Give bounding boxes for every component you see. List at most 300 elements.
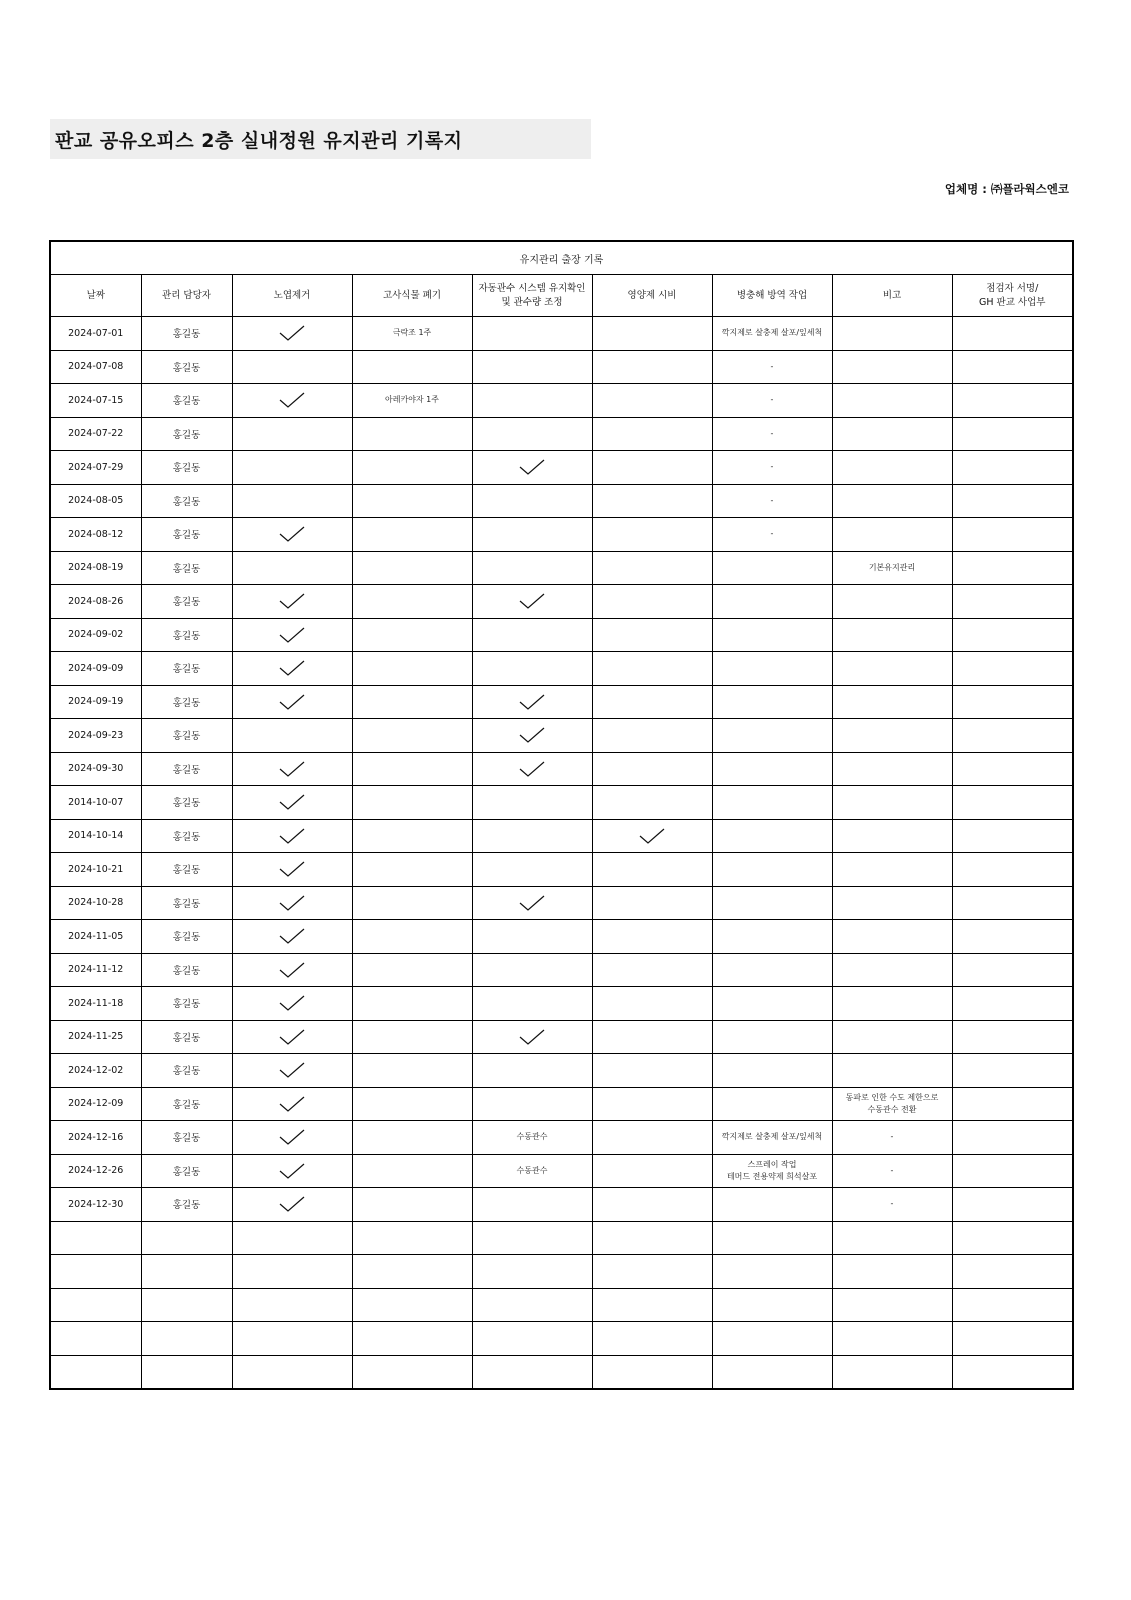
cell-dead-plant: 아레카야자 1주 xyxy=(352,384,472,418)
table-row xyxy=(50,1255,1073,1289)
cell-manager: 홍길동 xyxy=(141,384,232,418)
table-row xyxy=(50,451,1073,485)
cell-dead-plant xyxy=(352,652,472,686)
cell-manager: 홍길동 xyxy=(141,853,232,887)
cell-fertilizer xyxy=(592,1288,712,1322)
cell-dead-plant xyxy=(352,987,472,1021)
cell-note: - xyxy=(832,1154,952,1188)
table-row xyxy=(50,920,1073,954)
cell-fertilizer xyxy=(592,451,712,485)
cell-signature xyxy=(952,1355,1073,1389)
cell-leaf-removal xyxy=(232,1322,352,1356)
table-row xyxy=(50,752,1073,786)
table-row xyxy=(50,1054,1073,1088)
cell-leaf-removal xyxy=(232,953,352,987)
cell-date: 2024-09-30 xyxy=(50,752,141,786)
table-row xyxy=(50,987,1073,1021)
cell-pest-control: - xyxy=(712,451,832,485)
cell-fertilizer xyxy=(592,1355,712,1389)
cell-note xyxy=(832,853,952,887)
cell-fertilizer xyxy=(592,886,712,920)
checkmark-icon xyxy=(278,993,306,1013)
cell-note xyxy=(832,1221,952,1255)
cell-irrigation xyxy=(472,685,592,719)
header-fertilizer: 영양제 시비 xyxy=(592,275,712,317)
cell-irrigation xyxy=(472,987,592,1021)
cell-irrigation xyxy=(472,886,592,920)
cell-signature xyxy=(952,1188,1073,1222)
table-row xyxy=(50,953,1073,987)
checkmark-icon xyxy=(278,390,306,410)
cell-dead-plant xyxy=(352,920,472,954)
cell-date xyxy=(50,1221,141,1255)
cell-irrigation xyxy=(472,417,592,451)
cell-date: 2024-12-30 xyxy=(50,1188,141,1222)
cell-signature xyxy=(952,1154,1073,1188)
cell-date: 2024-09-23 xyxy=(50,719,141,753)
cell-note xyxy=(832,920,952,954)
cell-signature xyxy=(952,618,1073,652)
cell-leaf-removal xyxy=(232,819,352,853)
checkmark-icon xyxy=(278,591,306,611)
cell-pest-control xyxy=(712,987,832,1021)
cell-leaf-removal xyxy=(232,719,352,753)
cell-irrigation xyxy=(472,652,592,686)
cell-dead-plant xyxy=(352,1087,472,1121)
cell-dead-plant xyxy=(352,685,472,719)
cell-pest-control: - xyxy=(712,518,832,552)
cell-signature xyxy=(952,685,1073,719)
cell-irrigation xyxy=(472,1221,592,1255)
checkmark-icon xyxy=(518,893,546,913)
cell-leaf-removal xyxy=(232,1020,352,1054)
cell-note: 동파로 인한 수도 제한으로 수동관수 전환 xyxy=(832,1087,952,1121)
cell-date: 2024-11-12 xyxy=(50,953,141,987)
cell-signature xyxy=(952,987,1073,1021)
cell-signature xyxy=(952,920,1073,954)
cell-manager: 홍길동 xyxy=(141,987,232,1021)
table-row xyxy=(50,1355,1073,1389)
cell-note xyxy=(832,685,952,719)
cell-date: 2024-07-22 xyxy=(50,417,141,451)
table-row xyxy=(50,417,1073,451)
cell-irrigation xyxy=(472,1355,592,1389)
header-signature: 점검자 서명/ GH 판교 사업부 xyxy=(952,275,1073,317)
table-row xyxy=(50,618,1073,652)
cell-irrigation xyxy=(472,585,592,619)
cell-manager xyxy=(141,1322,232,1356)
cell-irrigation xyxy=(472,920,592,954)
cell-pest-control xyxy=(712,551,832,585)
cell-note xyxy=(832,384,952,418)
checkmark-icon xyxy=(278,826,306,846)
cell-manager: 홍길동 xyxy=(141,618,232,652)
cell-fertilizer xyxy=(592,987,712,1021)
checkmark-icon xyxy=(278,759,306,779)
cell-note xyxy=(832,585,952,619)
cell-manager: 홍길동 xyxy=(141,719,232,753)
cell-fertilizer xyxy=(592,1121,712,1155)
cell-leaf-removal xyxy=(232,1121,352,1155)
cell-date: 2024-12-16 xyxy=(50,1121,141,1155)
cell-note xyxy=(832,350,952,384)
cell-dead-plant xyxy=(352,518,472,552)
cell-dead-plant xyxy=(352,1255,472,1289)
checkmark-icon xyxy=(278,1194,306,1214)
cell-pest-control: - xyxy=(712,417,832,451)
cell-note xyxy=(832,1020,952,1054)
cell-leaf-removal xyxy=(232,451,352,485)
cell-leaf-removal xyxy=(232,1221,352,1255)
cell-dead-plant xyxy=(352,853,472,887)
cell-pest-control xyxy=(712,1255,832,1289)
checkmark-icon xyxy=(278,658,306,678)
cell-pest-control xyxy=(712,719,832,753)
cell-date: 2014-10-14 xyxy=(50,819,141,853)
cell-pest-control xyxy=(712,618,832,652)
cell-date: 2024-08-19 xyxy=(50,551,141,585)
cell-date: 2024-12-02 xyxy=(50,1054,141,1088)
checkmark-icon xyxy=(278,323,306,343)
cell-dead-plant xyxy=(352,484,472,518)
cell-irrigation xyxy=(472,1020,592,1054)
table-row xyxy=(50,317,1073,351)
cell-manager: 홍길동 xyxy=(141,1020,232,1054)
cell-dead-plant xyxy=(352,786,472,820)
cell-fertilizer xyxy=(592,1255,712,1289)
cell-date: 2024-11-05 xyxy=(50,920,141,954)
cell-pest-control xyxy=(712,853,832,887)
cell-manager xyxy=(141,1355,232,1389)
cell-note xyxy=(832,1054,952,1088)
cell-irrigation xyxy=(472,1288,592,1322)
cell-irrigation xyxy=(472,819,592,853)
cell-date: 2024-07-29 xyxy=(50,451,141,485)
cell-leaf-removal xyxy=(232,350,352,384)
table-row xyxy=(50,484,1073,518)
cell-fertilizer xyxy=(592,685,712,719)
cell-manager: 홍길동 xyxy=(141,317,232,351)
checkmark-icon xyxy=(278,625,306,645)
table-row xyxy=(50,1188,1073,1222)
cell-manager: 홍길동 xyxy=(141,484,232,518)
cell-signature xyxy=(952,1087,1073,1121)
cell-dead-plant xyxy=(352,719,472,753)
cell-signature xyxy=(952,719,1073,753)
cell-leaf-removal xyxy=(232,920,352,954)
cell-fertilizer xyxy=(592,652,712,686)
cell-leaf-removal xyxy=(232,384,352,418)
cell-manager: 홍길동 xyxy=(141,920,232,954)
cell-leaf-removal xyxy=(232,585,352,619)
cell-fertilizer xyxy=(592,417,712,451)
cell-pest-control xyxy=(712,920,832,954)
cell-pest-control xyxy=(712,1288,832,1322)
table-row xyxy=(50,1322,1073,1356)
cell-leaf-removal xyxy=(232,1255,352,1289)
cell-note xyxy=(832,518,952,552)
cell-signature xyxy=(952,518,1073,552)
page-title: 판교 공유오피스 2층 실내정원 유지관리 기록지 xyxy=(55,129,463,152)
cell-note xyxy=(832,752,952,786)
cell-manager: 홍길동 xyxy=(141,1154,232,1188)
cell-signature xyxy=(952,417,1073,451)
cell-manager: 홍길동 xyxy=(141,585,232,619)
cell-manager: 홍길동 xyxy=(141,652,232,686)
cell-dead-plant xyxy=(352,551,472,585)
cell-irrigation xyxy=(472,484,592,518)
cell-leaf-removal xyxy=(232,786,352,820)
cell-pest-control xyxy=(712,752,832,786)
cell-pest-control: - xyxy=(712,350,832,384)
cell-dead-plant xyxy=(352,618,472,652)
cell-pest-control xyxy=(712,1020,832,1054)
cell-fertilizer xyxy=(592,1154,712,1188)
cell-manager: 홍길동 xyxy=(141,1121,232,1155)
cell-leaf-removal xyxy=(232,317,352,351)
cell-pest-control: - xyxy=(712,384,832,418)
cell-date: 2024-12-26 xyxy=(50,1154,141,1188)
cell-signature xyxy=(952,652,1073,686)
table-row xyxy=(50,1121,1073,1155)
cell-pest-control: 깍지제로 살충제 살포/잎세척 xyxy=(712,1121,832,1155)
cell-manager: 홍길동 xyxy=(141,350,232,384)
cell-signature xyxy=(952,953,1073,987)
maintenance-log-table xyxy=(49,240,1074,1390)
cell-dead-plant xyxy=(352,819,472,853)
header-leaf-removal: 노엽제거 xyxy=(232,275,352,317)
cell-fertilizer xyxy=(592,585,712,619)
cell-note xyxy=(832,1288,952,1322)
cell-pest-control xyxy=(712,786,832,820)
checkmark-icon xyxy=(278,692,306,712)
cell-date xyxy=(50,1255,141,1289)
cell-note xyxy=(832,1322,952,1356)
cell-irrigation xyxy=(472,1054,592,1088)
cell-date: 2024-12-09 xyxy=(50,1087,141,1121)
table-row xyxy=(50,1087,1073,1121)
cell-irrigation xyxy=(472,752,592,786)
cell-fertilizer xyxy=(592,1054,712,1088)
cell-leaf-removal xyxy=(232,853,352,887)
checkmark-icon xyxy=(278,1161,306,1181)
checkmark-icon xyxy=(278,859,306,879)
table-row xyxy=(50,685,1073,719)
cell-manager xyxy=(141,1288,232,1322)
cell-manager: 홍길동 xyxy=(141,685,232,719)
header-dead-plant: 고사식물 폐기 xyxy=(352,275,472,317)
header-row xyxy=(50,275,1073,317)
checkmark-icon xyxy=(278,960,306,980)
cell-manager: 홍길동 xyxy=(141,953,232,987)
table-caption: 유지관리 출장 기록 xyxy=(50,241,1073,275)
checkmark-icon xyxy=(518,759,546,779)
checkmark-icon xyxy=(518,1027,546,1047)
cell-signature xyxy=(952,384,1073,418)
cell-manager: 홍길동 xyxy=(141,819,232,853)
cell-leaf-removal xyxy=(232,1355,352,1389)
cell-manager: 홍길동 xyxy=(141,786,232,820)
cell-irrigation xyxy=(472,719,592,753)
cell-signature xyxy=(952,886,1073,920)
cell-date xyxy=(50,1322,141,1356)
cell-pest-control xyxy=(712,1322,832,1356)
cell-fertilizer xyxy=(592,618,712,652)
cell-manager: 홍길동 xyxy=(141,451,232,485)
cell-fertilizer xyxy=(592,752,712,786)
cell-manager: 홍길동 xyxy=(141,886,232,920)
cell-pest-control xyxy=(712,685,832,719)
table-row xyxy=(50,551,1073,585)
cell-irrigation xyxy=(472,618,592,652)
cell-pest-control xyxy=(712,1087,832,1121)
cell-note xyxy=(832,1355,952,1389)
cell-fertilizer xyxy=(592,1188,712,1222)
cell-date: 2024-10-21 xyxy=(50,853,141,887)
cell-date xyxy=(50,1355,141,1389)
cell-irrigation xyxy=(472,1255,592,1289)
cell-leaf-removal xyxy=(232,484,352,518)
checkmark-icon xyxy=(518,591,546,611)
cell-signature xyxy=(952,1322,1073,1356)
cell-irrigation xyxy=(472,1322,592,1356)
checkmark-icon xyxy=(278,792,306,812)
cell-signature xyxy=(952,1020,1073,1054)
table-row xyxy=(50,719,1073,753)
cell-dead-plant xyxy=(352,752,472,786)
cell-fertilizer xyxy=(592,1087,712,1121)
checkmark-icon xyxy=(518,457,546,477)
table-row xyxy=(50,585,1073,619)
log-body xyxy=(50,317,1073,1390)
cell-date: 2024-11-18 xyxy=(50,987,141,1021)
cell-note xyxy=(832,451,952,485)
checkmark-icon xyxy=(278,893,306,913)
cell-note: - xyxy=(832,1121,952,1155)
cell-signature xyxy=(952,786,1073,820)
cell-signature xyxy=(952,1255,1073,1289)
cell-pest-control xyxy=(712,1054,832,1088)
table-row xyxy=(50,786,1073,820)
checkmark-icon xyxy=(278,926,306,946)
cell-note xyxy=(832,786,952,820)
cell-fertilizer xyxy=(592,719,712,753)
cell-leaf-removal xyxy=(232,652,352,686)
cell-irrigation xyxy=(472,786,592,820)
cell-dead-plant xyxy=(352,953,472,987)
table-row xyxy=(50,886,1073,920)
cell-note xyxy=(832,886,952,920)
cell-leaf-removal xyxy=(232,417,352,451)
table-row xyxy=(50,819,1073,853)
cell-signature xyxy=(952,1121,1073,1155)
cell-fertilizer xyxy=(592,786,712,820)
cell-pest-control xyxy=(712,1188,832,1222)
cell-date: 2024-08-26 xyxy=(50,585,141,619)
cell-date: 2024-07-08 xyxy=(50,350,141,384)
cell-irrigation xyxy=(472,853,592,887)
cell-dead-plant xyxy=(352,585,472,619)
cell-signature xyxy=(952,551,1073,585)
cell-note xyxy=(832,719,952,753)
cell-leaf-removal xyxy=(232,1154,352,1188)
cell-irrigation xyxy=(472,1087,592,1121)
cell-signature xyxy=(952,819,1073,853)
cell-manager: 홍길동 xyxy=(141,1054,232,1088)
cell-irrigation: 수동관수 xyxy=(472,1121,592,1155)
cell-leaf-removal xyxy=(232,518,352,552)
cell-pest-control xyxy=(712,953,832,987)
cell-leaf-removal xyxy=(232,752,352,786)
cell-manager: 홍길동 xyxy=(141,551,232,585)
cell-dead-plant xyxy=(352,1154,472,1188)
cell-date: 2024-08-05 xyxy=(50,484,141,518)
cell-note xyxy=(832,618,952,652)
cell-irrigation xyxy=(472,551,592,585)
cell-pest-control: 스프레이 작업 테머드 전용약제 희석살포 xyxy=(712,1154,832,1188)
cell-irrigation: 수동관수 xyxy=(472,1154,592,1188)
cell-irrigation xyxy=(472,518,592,552)
cell-note: 기본유지관리 xyxy=(832,551,952,585)
cell-leaf-removal xyxy=(232,1087,352,1121)
cell-pest-control xyxy=(712,1355,832,1389)
cell-signature xyxy=(952,1054,1073,1088)
header-date: 날짜 xyxy=(50,275,141,317)
cell-fertilizer xyxy=(592,484,712,518)
cell-leaf-removal xyxy=(232,551,352,585)
cell-date: 2024-09-02 xyxy=(50,618,141,652)
cell-dead-plant xyxy=(352,886,472,920)
checkmark-icon xyxy=(518,725,546,745)
cell-irrigation xyxy=(472,953,592,987)
cell-signature xyxy=(952,1221,1073,1255)
cell-pest-control xyxy=(712,886,832,920)
checkmark-icon xyxy=(278,1094,306,1114)
checkmark-icon xyxy=(278,1127,306,1147)
cell-date: 2024-09-19 xyxy=(50,685,141,719)
cell-date: 2014-10-07 xyxy=(50,786,141,820)
cell-leaf-removal xyxy=(232,1054,352,1088)
cell-leaf-removal xyxy=(232,685,352,719)
cell-leaf-removal xyxy=(232,987,352,1021)
cell-manager: 홍길동 xyxy=(141,518,232,552)
header-irrigation: 자동관수 시스템 유지확인 및 관수량 조정 xyxy=(472,275,592,317)
cell-pest-control xyxy=(712,819,832,853)
cell-dead-plant: 극락조 1주 xyxy=(352,317,472,351)
cell-leaf-removal xyxy=(232,886,352,920)
cell-fertilizer xyxy=(592,350,712,384)
table-row xyxy=(50,1154,1073,1188)
cell-leaf-removal xyxy=(232,1188,352,1222)
cell-dead-plant xyxy=(352,1288,472,1322)
cell-pest-control xyxy=(712,585,832,619)
cell-fertilizer xyxy=(592,551,712,585)
cell-pest-control xyxy=(712,652,832,686)
title-box xyxy=(50,119,591,159)
company-name: 업체명 : ㈜플라웍스엔코 xyxy=(944,182,1069,196)
cell-fertilizer xyxy=(592,1322,712,1356)
cell-signature xyxy=(952,451,1073,485)
cell-note xyxy=(832,417,952,451)
cell-dead-plant xyxy=(352,350,472,384)
cell-note xyxy=(832,317,952,351)
cell-date: 2024-11-25 xyxy=(50,1020,141,1054)
cell-irrigation xyxy=(472,384,592,418)
header-pest-control: 병충해 방역 작업 xyxy=(712,275,832,317)
cell-note xyxy=(832,1255,952,1289)
cell-manager: 홍길동 xyxy=(141,417,232,451)
header-note: 비고 xyxy=(832,275,952,317)
